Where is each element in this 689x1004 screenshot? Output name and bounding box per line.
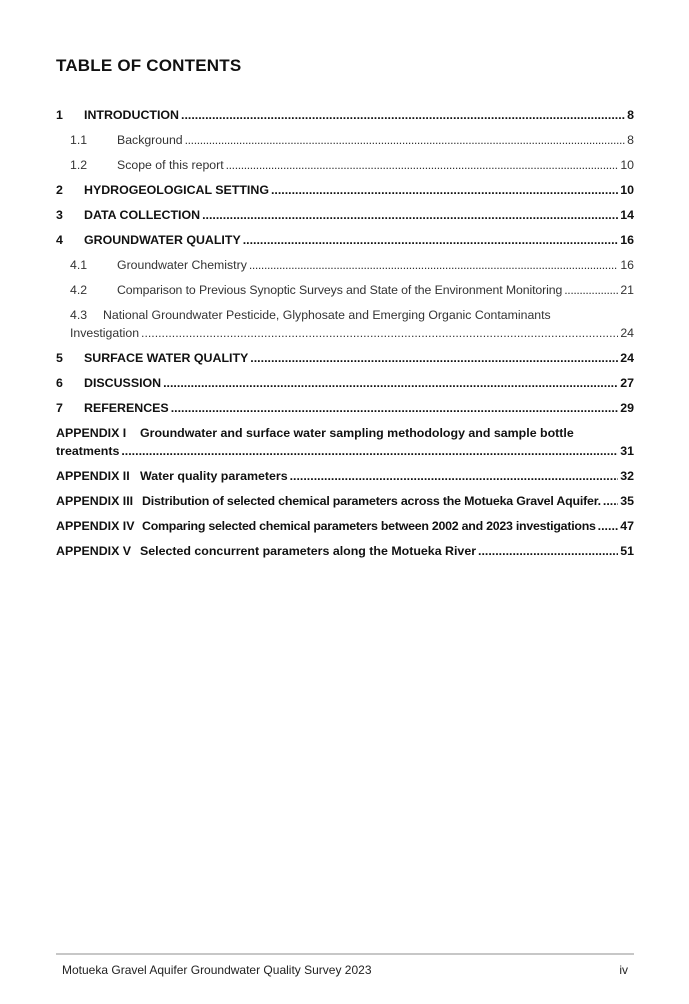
toc-entry-national-groundwater-investigation[interactable] bbox=[56, 308, 634, 351]
toc-entry-label: Groundwater Chemistry bbox=[117, 258, 247, 272]
dot-leader bbox=[202, 208, 618, 222]
toc-entry-number: 4.2 bbox=[70, 283, 88, 297]
toc-entry-appendix-iii[interactable] bbox=[56, 494, 634, 519]
toc-title: TABLE OF CONTENTS bbox=[56, 56, 242, 75]
toc-entry-page: 32 bbox=[620, 469, 634, 483]
toc-entry-groundwater-quality[interactable] bbox=[56, 233, 634, 258]
toc-entry-label: Selected concurrent parameters along the Motueka River bbox=[140, 544, 477, 558]
toc-entry-label: DISCUSSION bbox=[84, 376, 162, 390]
toc-entry-number: 1.1 bbox=[70, 133, 88, 147]
dot-leader bbox=[181, 108, 625, 122]
dot-leader bbox=[603, 494, 618, 508]
toc-entry-page: 24 bbox=[620, 326, 634, 340]
toc-entry-label: National Groundwater Pesticide, Glyphosate and Emerging Organic Contaminants bbox=[103, 308, 551, 322]
dot-leader bbox=[163, 376, 618, 390]
toc-entry-data-collection[interactable] bbox=[56, 208, 634, 233]
appendix-tag: APPENDIX II bbox=[56, 469, 130, 483]
dot-leader bbox=[564, 283, 618, 297]
dot-leader bbox=[226, 158, 619, 172]
toc-entry-comparison-previous-surveys[interactable] bbox=[56, 283, 634, 308]
toc-entry-page: 24 bbox=[620, 351, 634, 365]
toc-entry-label: Background bbox=[117, 133, 183, 147]
toc-entry-label: Comparison to Previous Synoptic Surveys and State of the Environment Monitoring bbox=[117, 283, 563, 297]
toc-entry-page: 51 bbox=[620, 544, 634, 558]
dot-leader bbox=[250, 351, 618, 365]
toc-entry-label: Distribution of selected chemical parameters across the Motueka Gravel Aquifer. bbox=[142, 494, 601, 508]
toc-entry-surface-water-quality[interactable] bbox=[56, 351, 634, 376]
toc-entry-page: 21 bbox=[620, 283, 634, 297]
toc-entry-background[interactable] bbox=[56, 133, 634, 158]
appendix-tag: APPENDIX I bbox=[56, 426, 127, 440]
toc-entry-page: 10 bbox=[620, 158, 634, 172]
footer-divider bbox=[56, 953, 634, 955]
toc-entry-groundwater-chemistry[interactable] bbox=[56, 258, 634, 283]
dot-leader bbox=[243, 233, 618, 247]
toc-entry-appendix-i[interactable] bbox=[56, 426, 634, 469]
toc-entry-page: 27 bbox=[620, 376, 634, 390]
toc-entry-number: 1 bbox=[56, 108, 63, 122]
footer-page-number: iv bbox=[619, 963, 628, 977]
toc-entry-label: HYDROGEOLOGICAL SETTING bbox=[84, 183, 269, 197]
toc-entry-number: 6 bbox=[56, 376, 63, 390]
toc-entry-line-2 bbox=[56, 444, 634, 469]
dot-leader bbox=[171, 401, 619, 415]
toc-entry-number: 4 bbox=[56, 233, 63, 247]
dot-leader bbox=[290, 469, 619, 483]
toc-entry-number: 7 bbox=[56, 401, 63, 415]
toc-entry-label: Scope of this report bbox=[117, 158, 224, 172]
toc-entry-number: 4.1 bbox=[70, 258, 88, 272]
table-of-contents bbox=[56, 108, 634, 569]
footer-document-title: Motueka Gravel Aquifer Groundwater Quality Survey 2023 bbox=[62, 963, 372, 977]
toc-entry-page: 14 bbox=[620, 208, 634, 222]
toc-entry-appendix-v[interactable] bbox=[56, 544, 634, 569]
toc-entry-hydrogeological-setting[interactable] bbox=[56, 183, 634, 208]
toc-entry-references[interactable] bbox=[56, 401, 634, 426]
toc-entry-page: 31 bbox=[620, 444, 634, 458]
toc-entry-appendix-ii[interactable] bbox=[56, 469, 634, 494]
toc-entry-label-continued: Investigation bbox=[70, 326, 140, 340]
toc-entry-label: Groundwater and surface water sampling methodology and sample bottle bbox=[140, 426, 574, 440]
toc-entry-scope[interactable] bbox=[56, 158, 634, 183]
toc-entry-page: 35 bbox=[620, 494, 634, 508]
dot-leader bbox=[598, 519, 619, 533]
dot-leader bbox=[478, 544, 618, 558]
dot-leader bbox=[121, 444, 618, 458]
dot-leader bbox=[271, 183, 618, 197]
toc-entry-line-2 bbox=[56, 326, 634, 351]
appendix-tag: APPENDIX V bbox=[56, 544, 132, 558]
toc-entry-number: 1.2 bbox=[70, 158, 88, 172]
toc-entry-number: 2 bbox=[56, 183, 63, 197]
toc-entry-discussion[interactable] bbox=[56, 376, 634, 401]
toc-entry-introduction[interactable] bbox=[56, 108, 634, 133]
appendix-tag: APPENDIX IV bbox=[56, 519, 135, 533]
toc-entry-number: 3 bbox=[56, 208, 63, 222]
toc-entry-page: 29 bbox=[620, 401, 634, 415]
toc-entry-label: Water quality parameters bbox=[140, 469, 288, 483]
dot-leader bbox=[249, 258, 618, 272]
toc-entry-label: GROUNDWATER QUALITY bbox=[84, 233, 241, 247]
toc-entry-page: 16 bbox=[620, 233, 634, 247]
toc-entry-line-1 bbox=[56, 426, 634, 444]
toc-entry-appendix-iv[interactable] bbox=[56, 519, 634, 544]
toc-entry-page: 16 bbox=[620, 258, 634, 272]
toc-entry-label: DATA COLLECTION bbox=[84, 208, 201, 222]
toc-entry-label: REFERENCES bbox=[84, 401, 169, 415]
dot-leader bbox=[141, 326, 618, 340]
toc-entry-number: 4.3 bbox=[70, 308, 88, 322]
toc-entry-label: INTRODUCTION bbox=[84, 108, 179, 122]
toc-entry-label: Comparing selected chemical parameters between 2002 and 2023 investigations bbox=[142, 519, 596, 533]
appendix-tag: APPENDIX III bbox=[56, 494, 134, 508]
toc-entry-line-1 bbox=[70, 308, 634, 326]
dot-leader bbox=[185, 133, 626, 147]
toc-entry-number: 5 bbox=[56, 351, 63, 365]
toc-entry-page: 10 bbox=[620, 183, 634, 197]
toc-entry-page: 8 bbox=[627, 108, 634, 122]
toc-entry-label: SURFACE WATER QUALITY bbox=[84, 351, 249, 365]
toc-entry-label-continued: treatments bbox=[56, 444, 120, 458]
toc-entry-page: 47 bbox=[620, 519, 634, 533]
toc-entry-page: 8 bbox=[627, 133, 634, 147]
